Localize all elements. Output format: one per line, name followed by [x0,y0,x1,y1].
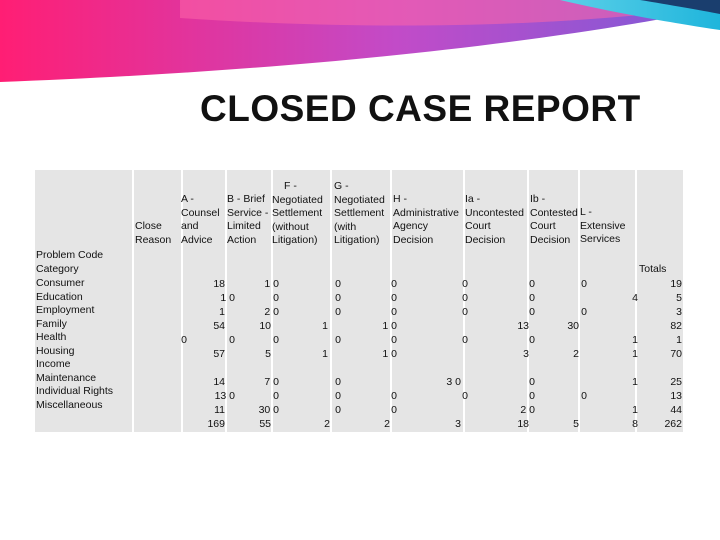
category-label: Consumer [36,277,85,289]
cell: 0 [335,334,341,346]
cell: 0 [391,404,397,416]
category-label: Health [36,331,67,343]
header-line: Contested [530,206,578,219]
cell: 0 [462,292,468,304]
cell: 0 [335,404,341,416]
cell: 18 [213,278,225,290]
header-a [181,193,220,247]
total-cell: 18 [517,418,529,430]
column-divider [330,170,332,432]
header-close-reason [135,220,171,247]
cell: 1 [219,306,225,318]
cell: 0 [335,376,341,388]
cell-total: 13 [670,390,682,402]
total-cell: 5 [573,418,579,430]
cell: 1 [632,348,638,360]
cell: 3 [523,348,529,360]
header-line: G - [334,180,349,192]
cell: 30 [567,320,579,332]
header-h [393,193,459,247]
cell: 0 [391,292,397,304]
cell-total: 82 [670,320,682,332]
cell-total: 19 [670,278,682,290]
cell-total: 70 [670,348,682,360]
header-line: F - [284,180,297,192]
cell: 2 0 [264,306,279,318]
cell: 0 [273,292,279,304]
cell: 0 [581,278,587,290]
cell: 1 [632,334,638,346]
cell-total: 44 [670,404,682,416]
header-line: Category [36,262,79,275]
category-label: Housing [36,344,75,357]
header-line: Negotiated [334,193,385,206]
cell: 0 [229,334,235,346]
header-line: Advice [181,233,213,246]
cell: 30 0 [258,404,279,416]
cell: 0 [462,306,468,318]
cell: 13 0 [214,390,235,402]
category-label: Employment [36,304,95,316]
total-cell: 3 [455,418,461,430]
header-line: Close [135,220,162,232]
header-line: (with [334,220,357,233]
cell: 0 [529,306,535,318]
total-cell: 2 [324,418,330,430]
header-ib [530,193,578,247]
category-label: Family [36,317,67,330]
cell: 0 [391,334,397,346]
cell: 0 [581,390,587,402]
grand-total: 262 [664,418,682,430]
cell: 57 [213,348,225,360]
header-ia [465,193,524,247]
cell-total: 5 [676,292,682,304]
cell: 0 [181,334,187,346]
header-line: Problem Code [36,249,104,261]
category-label: Miscellaneous [36,398,103,411]
decorative-swoosh [0,0,720,90]
header-line: Decision [530,233,571,246]
category-label: Maintenance [36,371,97,384]
cell: 4 [632,292,638,304]
header-line: Service - [227,206,269,219]
header-line: Settlement [334,207,385,219]
header-line: Decision [393,233,434,246]
header-l [580,206,626,247]
cell: 0 [335,306,341,318]
cell: 0 [529,278,535,290]
cell: 0 [462,390,468,402]
header-line: L - [580,206,592,218]
cell-total: 25 [670,376,682,388]
cell: 0 [391,390,397,402]
cell: 1 [322,320,328,332]
category-label: Income [36,358,71,370]
cell: 11 [214,404,225,416]
cell: 0 [529,292,535,304]
cell: 10 [259,320,271,332]
cell: 5 [265,348,271,360]
cell: 0 [273,334,279,346]
cell: 14 [213,376,225,388]
cell: 0 [529,376,535,388]
cell: 0 [391,306,397,318]
cell: 2 0 [520,404,535,416]
header-line: Court [465,220,491,232]
header-line: Reason [135,233,172,246]
total-cell: 169 [207,418,225,430]
cell: 1 0 [382,320,397,332]
total-cell: 55 [259,418,271,430]
cell: 13 [517,320,529,332]
cell: 0 [462,334,468,346]
header-line: and [181,220,199,232]
cell: 0 [335,292,341,304]
header-line: Decision [465,233,506,246]
page-title: CLOSED CASE REPORT [200,88,641,129]
cell: 0 [462,278,468,290]
cell: 0 [529,334,535,346]
cell: 0 [273,390,279,402]
cell: 0 [335,278,341,290]
cell: 1 0 [264,278,279,290]
header-totals: Totals [639,263,667,275]
total-cell: 2 [384,418,390,430]
report-table [35,170,683,432]
header-line: A - [181,193,194,205]
header-line: Extensive [580,219,626,232]
cell: 3 0 [446,376,461,388]
cell: 2 [573,348,579,360]
cell: 7 0 [264,376,279,388]
header-line: Ib - [530,193,546,205]
header-line: Negotiated [272,193,323,206]
header-line: Administrative [393,206,459,219]
header-line: Services [580,233,621,245]
category-label: Individual Rights [36,385,114,397]
header-line: (without [272,220,309,233]
header-line: Settlement [272,207,323,219]
header-line: Litigation) [272,234,318,246]
cell: 0 [581,306,587,318]
cell: 1 [322,348,328,360]
header-line: Action [227,233,257,246]
header-line: Uncontested [465,206,524,219]
header-line: Counsel [181,206,220,219]
total-cell: 8 [632,418,638,430]
header-line: Agency [393,220,429,232]
cell: 1 [632,404,638,416]
cell: 54 [213,320,225,332]
header-line: Limited [227,220,261,232]
header-line: Ia - [465,193,481,205]
column-divider [132,170,134,432]
header-line: Court [530,220,556,232]
header-b [227,193,268,247]
category-label: Education [36,290,83,303]
header-line: B - Brief [227,193,265,205]
header-line: Litigation) [334,234,380,246]
cell: 1 [632,376,638,388]
category-list [36,277,113,412]
cell: 1 0 [220,292,235,304]
cell: 0 [529,390,535,402]
header-g [334,180,385,248]
header-line: H - [393,193,407,205]
cell-total: 3 [676,306,682,318]
cell: 1 0 [382,348,397,360]
cell-total: 1 [676,334,682,346]
cell: 0 [335,390,341,402]
header-f [272,180,323,248]
category-header [36,249,103,276]
cell: 0 [391,278,397,290]
